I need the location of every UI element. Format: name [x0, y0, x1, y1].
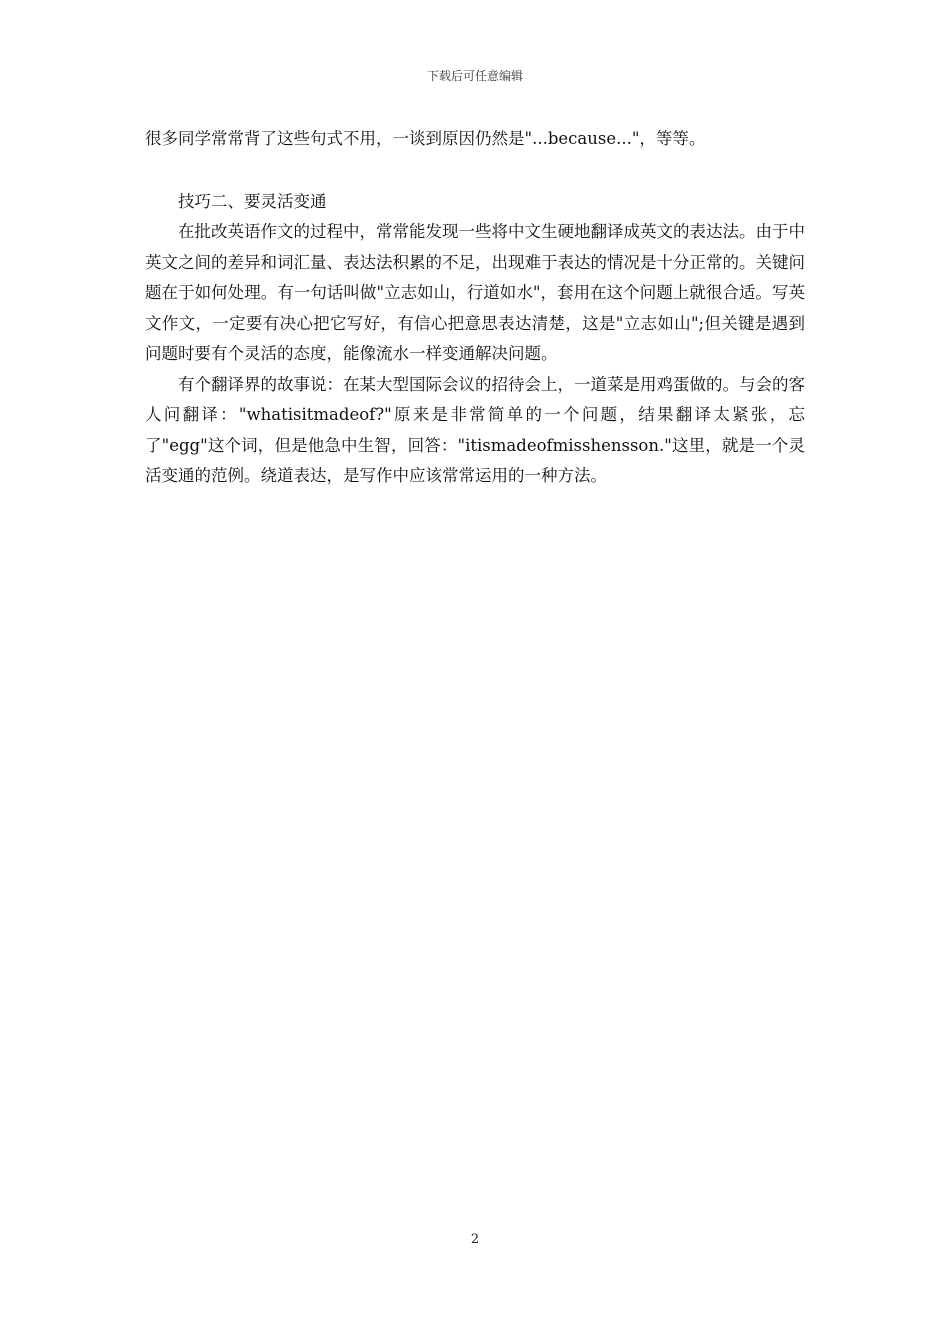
page-header: 下载后可任意编辑 [426, 69, 523, 83]
paragraph-translation-story: 有个翻译界的故事说：在某大型国际会议的招待会上，一道菜是用鸡蛋做的。与会的客人问翻译："whatisitmadeof?"原来是非常简单的一个问题，结果翻译太紧张，忘了"egg"这个词，但是他急中生智，回答："itismadeofmisshensson."这里，就是一个灵活变通的范例。绕道表达，是写作中应该常常运用的一种方法。 [145, 374, 805, 485]
paragraph-spacer [145, 155, 805, 187]
page-number: 2 [470, 1232, 480, 1247]
section-heading: 技巧二、要灵活变通 [178, 191, 327, 211]
paragraph-continuation: 很多同学常常背了这些句式不用，一谈到原因仍然是"...because..."，等等。 [145, 129, 706, 148]
paragraph-flexibility: 在批改英语作文的过程中，常常能发现一些将中文生硬地翻译成英文的表达法。由于中英文之间的差异和词汇量、表达法积累的不足，出现难于表达的情况是十分正常的。关键问题在于如何处理。有一句话叫做"立志如山，行道如水"，套用在这个问题上就很合适。写英文作文，一定要有决心把它写好，有信心把意思表达清楚，这是"立志如山";但关键是遇到问题时要有个灵活的态度，能像流水一样变通解决问题。 [145, 222, 805, 363]
document-body [145, 124, 805, 492]
